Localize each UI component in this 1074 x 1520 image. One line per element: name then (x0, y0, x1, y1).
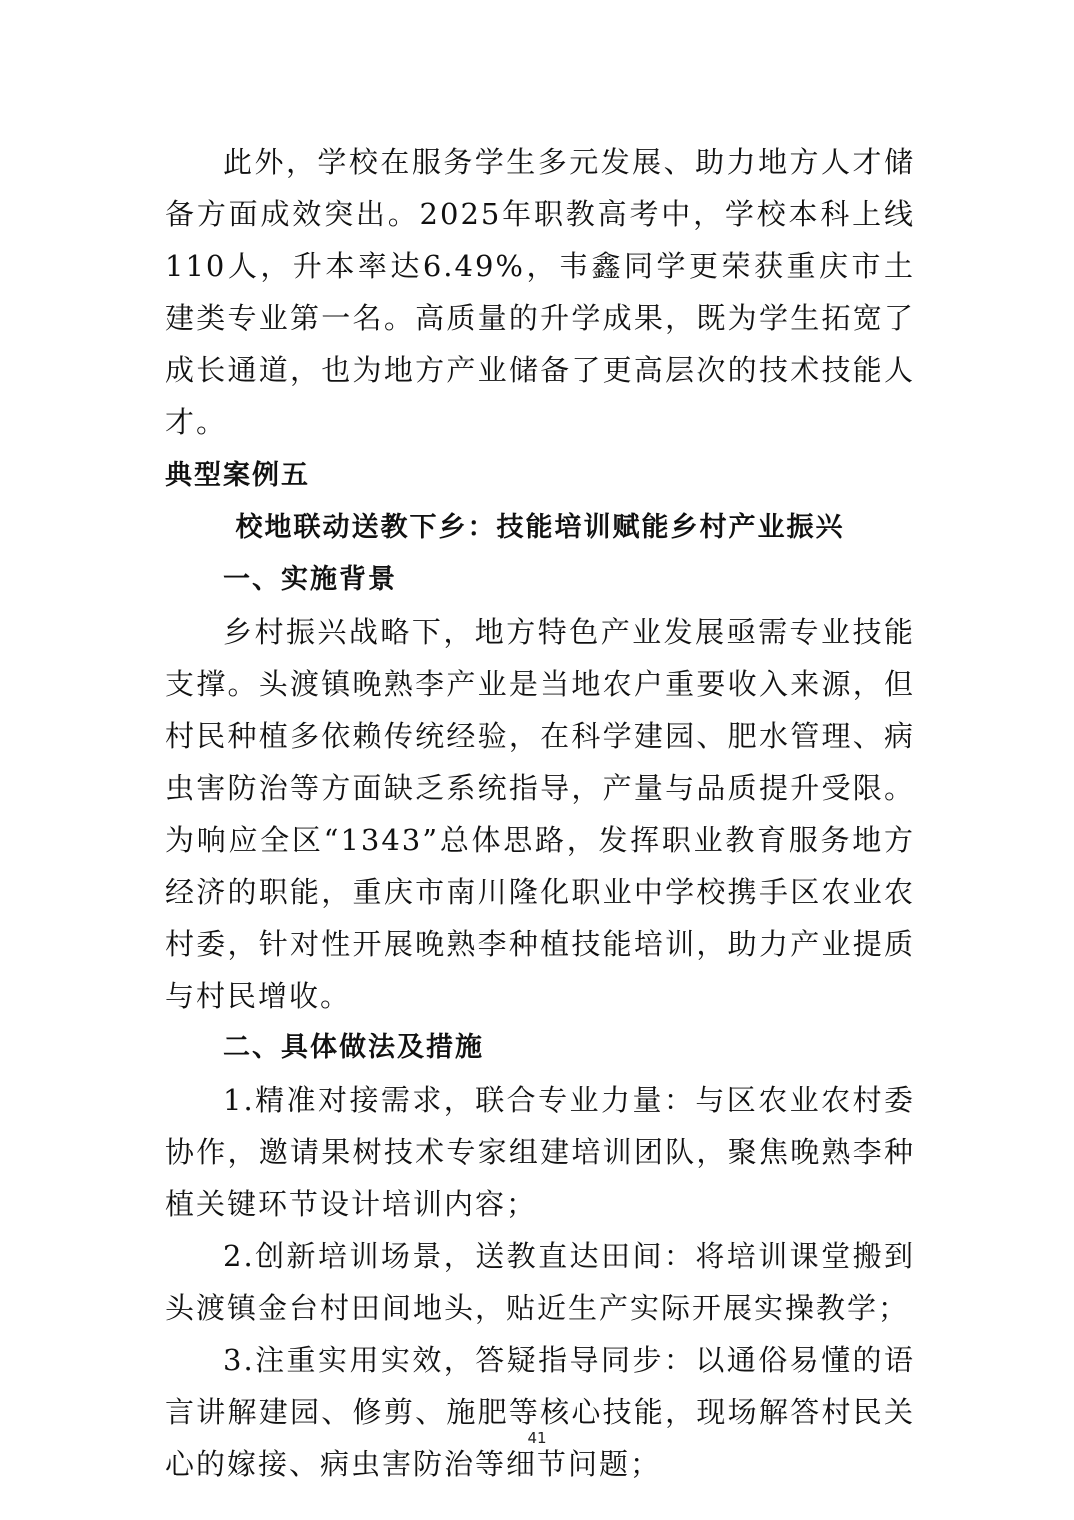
measure-item-1: 1.精准对接需求，联合专业力量：与区农业农村委协作，邀请果树技术专家组建培训团队，聚焦晚熟李种植关键环节设计培训内容； (165, 1083, 915, 1221)
paragraph-achievements: 此外，学校在服务学生多元发展、助力地方人才储备方面成效突出。2025年职教高考中，学校本科上线110人，升本率达6.49%，韦鑫同学更荣获重庆市土建类专业第一名。高质量的升学成果，既为学生拓宽了成长通道，也为地方产业储备了更高层次的技术技能人才。 (165, 145, 915, 439)
case-label: 典型案例五 (165, 460, 310, 491)
measure-item-3: 3.注重实用实效，答疑指导同步：以通俗易懂的语言讲解建园、修剪、施肥等核心技能，现场解答村民关心的嫁接、病虫害防治等细节问题； (165, 1343, 915, 1481)
paragraph-background: 乡村振兴战略下，地方特色产业发展亟需专业技能支撑。头渡镇晚熟李产业是当地农户重要收入来源，但村民种植多依赖传统经验，在科学建园、肥水管理、病虫害防治等方面缺乏系统指导，产量与品质提升受限。为响应全区“1343”总体思路，发挥职业教育服务地方经济的职能，重庆市南川隆化职业中学校携手区农业农村委，针对性开展晚熟李种植技能培训，助力产业提质与村民增收。 (165, 615, 915, 1013)
case-title: 校地联动送教下乡：技能培训赋能乡村产业振兴 (235, 512, 845, 543)
section-heading-background: 一、实施背景 (223, 564, 397, 595)
page-number: 41 (527, 1429, 547, 1447)
body-text (165, 136, 915, 1490)
section-heading-measures: 二、具体做法及措施 (223, 1032, 484, 1063)
measure-item-2: 2.创新培训场景，送教直达田间：将培训课堂搬到头渡镇金台村田间地头，贴近生产实际开展实操教学； (165, 1239, 915, 1325)
